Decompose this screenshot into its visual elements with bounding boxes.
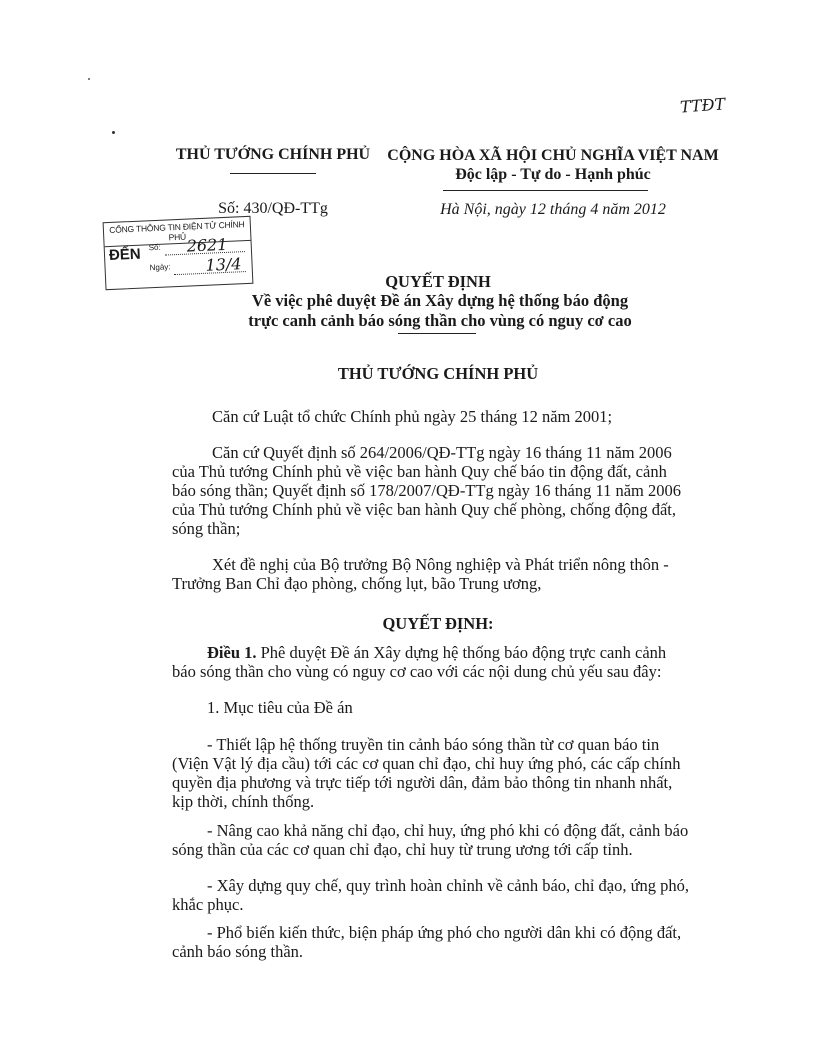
decision-subject-line1: Về việc phê duyệt Đề án Xây dựng hệ thống báo động [251, 291, 629, 310]
agency-underline [230, 173, 316, 174]
corner-mark: TTĐT [679, 94, 726, 117]
bullet-2-line2: sóng thần của các cơ quan chỉ đạo, chỉ huy từ trung ương tới cấp tỉnh. [172, 840, 633, 859]
preamble-proposal-line1: Xét đề nghị của Bộ trưởng Bộ Nông nghiệp và Phát triển nông thôn - [212, 555, 669, 574]
bullet-1-line2: (Viện Vật lý địa cầu) tới các cơ quan chỉ đạo, chỉ huy ứng phó, các cấp chính [172, 754, 681, 773]
bullet-2-line1: - Nâng cao khả năng chỉ đạo, chỉ huy, ứng phó khi có động đất, cảnh báo [207, 821, 689, 840]
scan-speck [88, 78, 90, 80]
bullet-3-line2: khắc phục. [172, 895, 244, 914]
bullet-4-line1: - Phổ biến kiến thức, biện pháp ứng phó cho người dân khi có động đất, [207, 923, 682, 942]
article-1-label: Điều 1. [207, 643, 257, 662]
preamble-proposal-line2: Trưởng Ban Chỉ đạo phòng, chống lụt, bão Trung ương, [172, 574, 542, 593]
article-1-text: Phê duyệt Đề án Xây dựng hệ thống báo động trực canh cảnh [256, 643, 667, 662]
article-1-line2: báo sóng thần cho vùng có nguy cơ cao với các nội dung chủ yếu sau đây: [172, 662, 662, 681]
motto-underline [443, 190, 648, 191]
stamp-so-value: 2621 [186, 234, 228, 256]
section-1-heading: 1. Mục tiêu của Đề án [207, 698, 353, 717]
bullet-3-line1: - Xây dựng quy chế, quy trình hoàn chỉnh về cảnh báo, chỉ đạo, ứng phó, [207, 876, 690, 895]
preamble-decisions-line2: của Thủ tướng Chính phủ về việc ban hành Quy chế báo tin động đất, cảnh [172, 462, 667, 481]
issuing-agency: THỦ TƯỚNG CHÍNH PHỦ [175, 146, 371, 163]
title-underline [398, 333, 476, 334]
national-motto: Độc lập - Tự do - Hạnh phúc [455, 166, 651, 183]
preamble-decisions-line1: Căn cứ Quyết định số 264/2006/QĐ-TTg ngày 16 tháng 11 năm 2006 [212, 443, 672, 462]
decides-heading: QUYẾT ĐỊNH: [382, 614, 494, 633]
bullet-1-line3: quyền địa phương và trực tiếp tới người dân, đảm bảo thông tin nhanh nhất, [172, 773, 673, 792]
document-number: Số: 430/QĐ-TTg [218, 200, 328, 217]
authority-heading: THỦ TƯỚNG CHÍNH PHỦ [337, 364, 539, 383]
stamp-so-label: Số: [148, 242, 161, 253]
preamble-law: Căn cứ Luật tổ chức Chính phủ ngày 25 tháng 12 năm 2001; [212, 407, 613, 426]
decision-title: QUYẾT ĐỊNH [385, 272, 491, 291]
preamble-decisions-line4: của Thủ tướng Chính phủ về việc ban hành Quy chế phòng, chống động đất, [172, 500, 677, 519]
preamble-decisions-line5: sóng thần; [172, 519, 241, 538]
bullet-1-line1: - Thiết lập hệ thống truyền tin cảnh báo sóng thần từ cơ quan báo tin [207, 735, 660, 754]
stamp-ngay-value: 13/4 [205, 254, 242, 275]
article-1-line1 [207, 643, 666, 662]
bullet-1-line4: kịp thời, chính thống. [172, 792, 315, 811]
stamp-header: CỔNG THÔNG TIN ĐIỆN TỬ CHÍNH PHỦ [104, 217, 251, 247]
stamp-den-label: ĐẾN [108, 245, 142, 265]
decision-subject-line2: trực canh cảnh báo sóng thần cho vùng có nguy cơ cao [248, 311, 632, 330]
preamble-decisions-line3: báo sóng thần; Quyết định số 178/2007/QĐ-TTg ngày 16 tháng 11 năm 2006 [172, 481, 681, 500]
scan-speck [112, 131, 115, 134]
country-name: CỘNG HÒA XÃ HỘI CHỦ NGHĨA VIỆT NAM [387, 147, 719, 164]
place-date: Hà Nội, ngày 12 tháng 4 năm 2012 [440, 201, 666, 218]
stamp-ngay-label: Ngày: [149, 262, 171, 273]
bullet-4-line2: cảnh báo sóng thần. [172, 942, 304, 961]
